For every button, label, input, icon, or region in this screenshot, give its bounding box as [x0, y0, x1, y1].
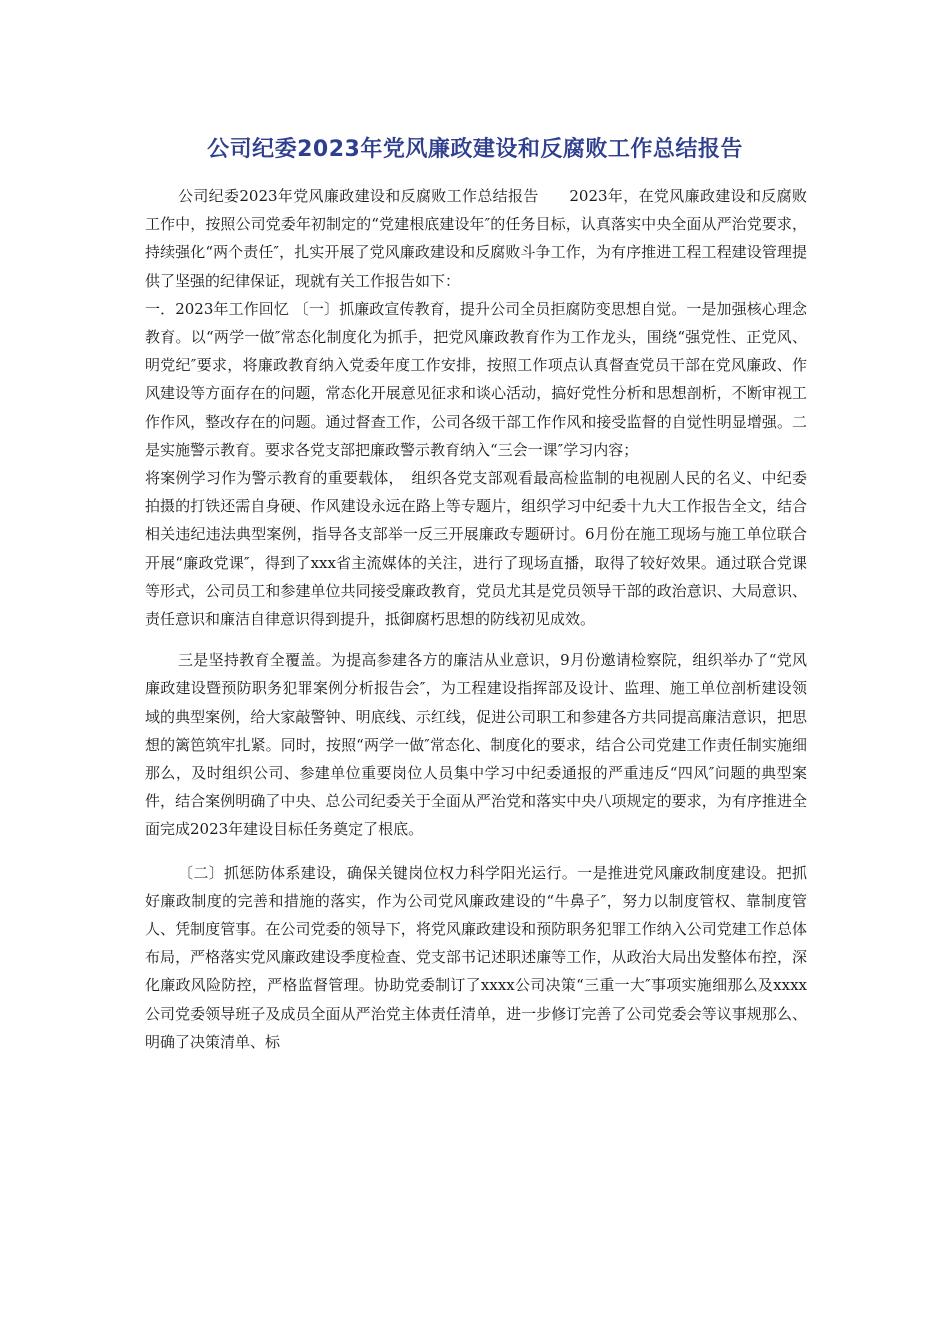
- document-title: 公司纪委2023年党风廉政建设和反腐败工作总结报告: [207, 137, 743, 162]
- document-body: [145, 182, 807, 1056]
- paragraph-prevention-system: 〔二〕抓惩防体系建设，确保关键岗位权力科学阳光运行。一是推进党风廉政制度建设。把抓好廉政制度的完善和措施的落实，作为公司党风廉政建设的“牛鼻子″，努力以制度管权、靠制度管人、凭制度管事。在公司党委的领导下，将党风廉政建设和预防职务犯罪工作纳入公司党建工作总体布局，严格落实党风廉政建设季度检查、党支部书记述职述廉等工作，从政治大局出发整体布控，深化廉政风险防控，严格监督管理。协助党委制订了xxxx公司决策“三重一大″事项实施细那么及xxxx公司党委领导班子及成员全面从严治党主体责任清单，进一步修订完善了公司党委会等议事规那么、明确了决策清单、标: [145, 863, 807, 1051]
- paragraph-full-coverage: 三是坚持教育全覆盖。为提高参建各方的廉洁从业意识，9月份邀请检察院，组织举办了“党风廉政建设暨预防职务犯罪案例分析报告会″，为工程建设指挥部及设计、监理、施工单位剖析建设领域的典型案例，给大家敲警钟、明底线、示红线，促进公司职工和参建各方共同提高廉洁意识，把思想的篱笆筑牢扎紧。同时，按照“两学一做″常态化、制度化的要求，结合公司党建工作责任制实施细那么，及时组织公司、参建单位重要岗位人员集中学习中纪委通报的严重违反“四风″问题的典型案件，结合案例明确了中央、总公司纪委关于全面从严治党和落实中央八项规定的要求，为有序推进全面完成2023年建设目标任务奠定了根底。: [145, 651, 807, 839]
- paragraph-case-study: 将案例学习作为警示教育的重要载体， 组织各党支部观看最高检监制的电视剧人民的名义、中纪委拍摄的打铁还需自身硬、作风建设永远在路上等专题片，组织学习中纪委十九大工作报告全文，结合相关违纪违法典型案例，指导各支部举一反三开展廉政专题研讨。6月份在施工现场与施工单位联合开展“廉政党课″，得到了xxx省主流媒体的关注，进行了现场直播，取得了较好效果。通过联合党课等形式，公司员工和参建单位共同接受廉政教育，党员尤其是党员领导干部的政治意识、大局意识、责任意识和廉洁自律意识得到提升，抵御腐朽思想的防线初见成效。: [145, 469, 807, 629]
- paragraph-intro: 公司纪委2023年党风廉政建设和反腐败工作总结报告 2023年，在党风廉政建设和反腐败工作中，按照公司党委年初制定的“党建根底建设年″的任务目标，认真落实中央全面从严治党要求，持续强化“两个责任″，扎实开展了党风廉政建设和反腐败斗争工作，为有序推进工程工程建设管理提供了坚强的纪律保证，现就有关工作报告如下：: [145, 187, 807, 290]
- paragraph-review: 一．2023年工作回忆 〔一〕抓廉政宣传教育，提升公司全员拒腐防变思想自觉。一是加强核心理念教育。以“两学一做″常态化制度化为抓手，把党风廉政教育作为工作龙头，围绕“强党性、正党风、明党纪″要求，将廉政教育纳入党委年度工作安排，按照工作项点认真督查党员干部在党风廉政、作风建设等方面存在的问题，常态化开展意见征求和谈心活动，搞好党性分析和思想剖析，不断审视工作作风，整改存在的问题。通过督查工作，公司各级干部工作作风和接受监督的自觉性明显增强。二是实施警示教育。要求各党支部把廉政警示教育纳入“三会一课″学习内容；: [145, 299, 807, 459]
